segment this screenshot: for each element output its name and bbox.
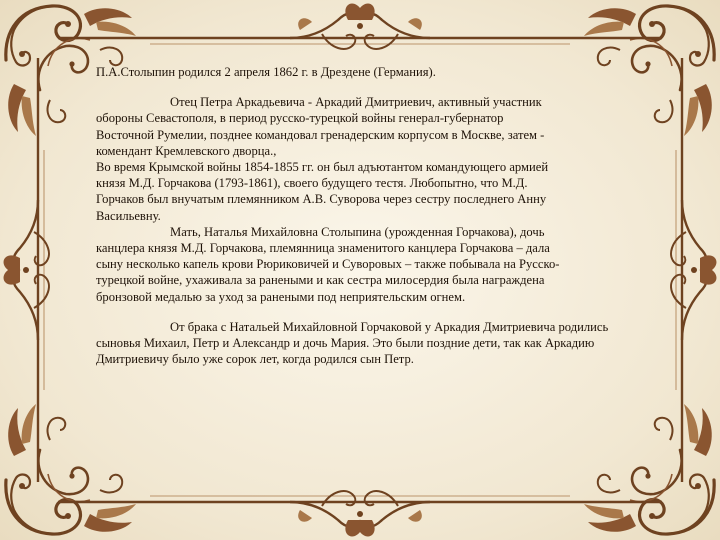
top-center-ornament — [290, 4, 430, 49]
text-line: Дмитриевичу было уже сорок лет, когда родился сын Петр. — [96, 352, 414, 367]
text-block — [96, 64, 636, 367]
text-line: Горчаков был внучатым племянником А.В. Суворова через сестру последнего Анну — [96, 192, 547, 207]
corner-ornament-bottom-left — [6, 400, 140, 534]
paragraph-father — [96, 94, 636, 224]
corner-ornament-bottom-right — [580, 400, 714, 534]
text-line: князя М.Д. Горчакова (1793-1861), своего будущего тестя. Любопытно, что М.Д. — [96, 176, 528, 191]
text-line: турецкой войне, ухаживала за ранеными и как сестра милосердия была награждена — [96, 273, 545, 288]
paragraph-mother — [96, 224, 636, 305]
text-line: Васильевну. — [96, 208, 161, 223]
text-line: бронзовой медалью за уход за ранеными под неприятельским огнем. — [96, 289, 466, 304]
text-line: Во время Крымской войны 1854-1855 гг. он был адъютантом командующего армией — [96, 160, 549, 175]
text-line: П.А.Столыпин родился 2 апреля 1862 г. в Дрездене (Германия). — [96, 65, 436, 79]
text-line: сыновья Михаил, Петр и Александр и дочь Мария. Это были поздние дети, так как Аркадию — [96, 336, 595, 351]
bottom-center-ornament — [290, 491, 430, 536]
text-line: комендант Кремлевского дворца., — [96, 143, 277, 158]
left-center-ornament — [4, 200, 49, 340]
right-center-ornament — [671, 200, 716, 340]
text-line: сыну несколько капель крови Рюриковичей и Суворовых – также побывала на Русско- — [96, 257, 560, 272]
paragraph-children — [96, 319, 636, 368]
text-line: Отец Петра Аркадьевича - Аркадий Дмитриевич, активный участник — [170, 95, 542, 110]
text-line: канцлера князя М.Д. Горчакова, племянница знаменитого канцлера Горчакова – дала — [96, 241, 550, 256]
text-line: обороны Севастополя, в период русско-турецкой войны генерал-губернатор — [96, 111, 504, 126]
text-line: Мать, Наталья Михайловна Столыпина (урожденная Горчакова), дочь — [170, 224, 545, 239]
text-line: Восточной Румелии, позднее командовал гренадерским корпусом в Москве, затем - — [96, 127, 545, 142]
paragraph-birth — [96, 64, 636, 80]
text-line: От брака с Натальей Михайловной Горчаковой у Аркадия Дмитриевича родились — [170, 319, 609, 334]
